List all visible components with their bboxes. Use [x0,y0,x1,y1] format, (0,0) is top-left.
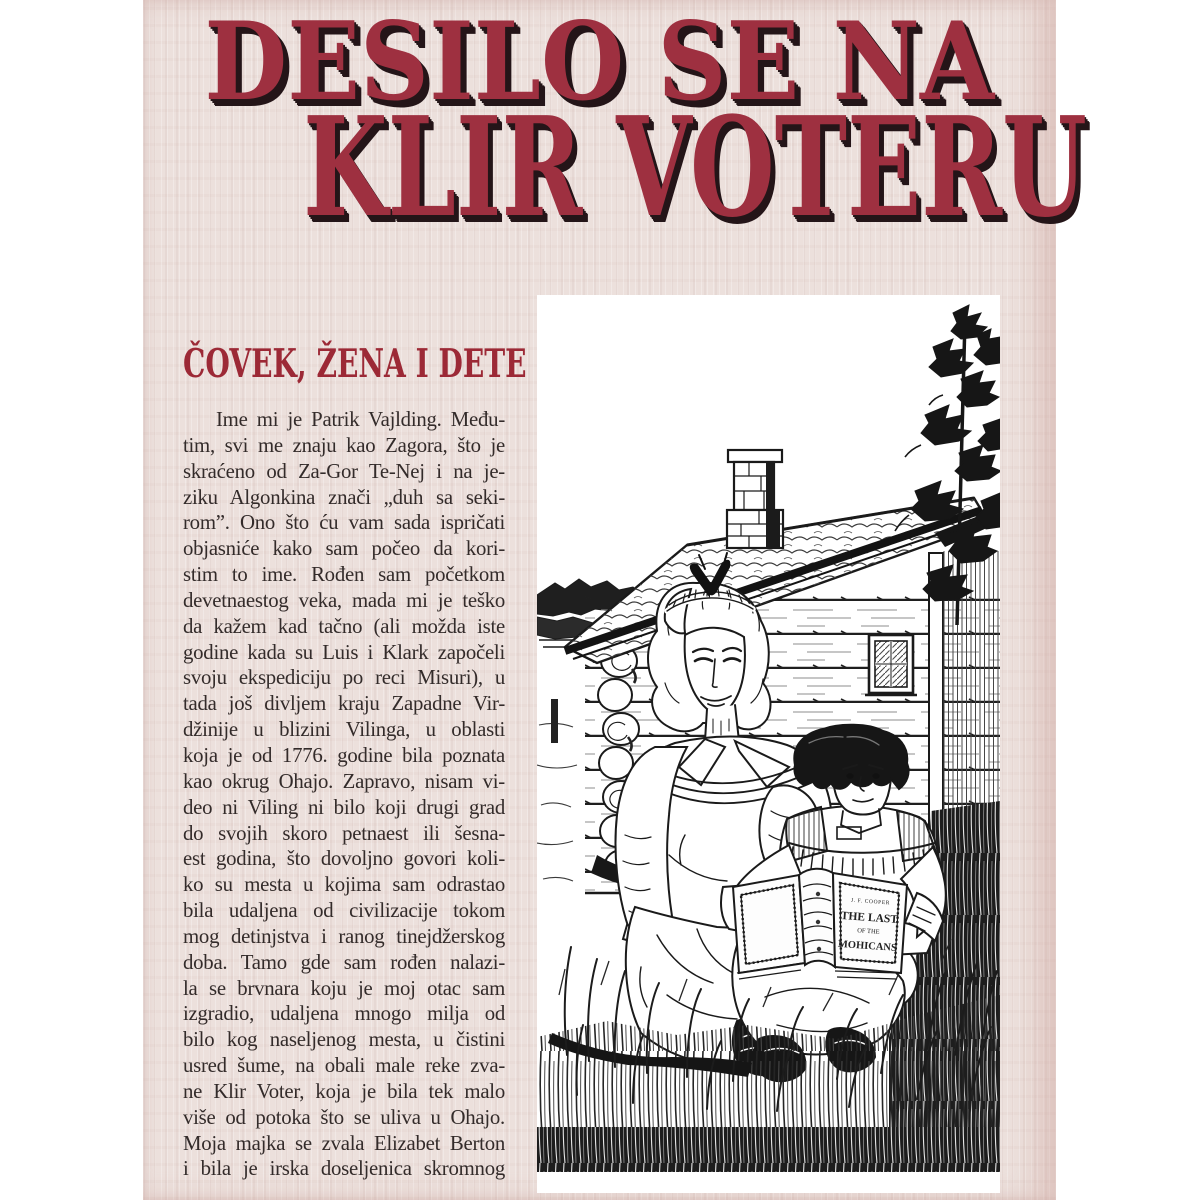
body-line: više od potoka što se uliva u Ohajo. [183,1105,505,1129]
body-line: mog detinjstva i ranog tinejdžerskog [183,924,505,948]
body-line: bilo kog naseljenog mesta, u čistini [183,1028,505,1052]
body-line: Ime mi je Patrik Vajlding. Među- [216,408,505,431]
body-line: la se brvnara koju je moj otac sam [183,976,505,1000]
body-line: Moja majka se zvala Elizabet Berton [183,1131,505,1155]
body-line: devetnaestog veka, mada mi je teško [183,588,505,612]
body-line: godine kada su Luis i Klark započeli [183,640,505,664]
page-title-line1: DESILO SE NA [204,0,995,125]
svg-text:MOHICANS: MOHICANS [837,938,898,954]
body-line: i bila je irska doseljenica skromnog [183,1157,505,1181]
svg-text:THE LAST: THE LAST [840,910,899,926]
chimney [727,450,783,548]
body-line: koja je od 1776. godine bila poznata [183,743,505,767]
body-line: ne Klir Voter, koja je bila tek malo [183,1079,505,1103]
body-line: skraćeno od Za-Gor Te-Nej i na je- [183,459,505,483]
illustration [537,295,1000,1193]
body-text-column [183,407,505,1182]
body-line: rom”. Ono što ću vam sada ispričati [183,511,505,535]
section-heading: ČOVEK, ŽENA I DETE [183,341,527,387]
body-line: usred šume, na obali male reke zva- [183,1054,505,1078]
boy-hair [794,725,908,789]
body-line: izgradio, udaljena mnogo milja od [183,1002,505,1026]
illustration-image [537,295,1000,1193]
body-line: stim to ime. Rođen sam početkom [183,563,505,587]
body-line: deo ni Viling ni bilo koji drugi grad [183,795,505,819]
svg-text:OF THE: OF THE [856,927,880,936]
svg-text:J. F. COOPER: J. F. COOPER [850,897,891,907]
body-line: tim, svi me znaju kao Zagora, što je [183,433,505,457]
body-line: ziku Algonkina znači „duh sa seki- [183,485,505,509]
body-line: est godina, što dovoljno govori koli- [183,847,505,871]
body-line: tada još divljem kraju Zapadne Vir- [183,692,505,716]
cabin-window [865,635,917,695]
body-line: objasniće kako sam počeo da kori- [183,537,505,561]
body-line: bila udaljena od civilizacije tokom [183,899,505,923]
body-line: da kažem kad tačno (ali možda iste [183,614,505,638]
body-line: kao okrug Ohajo. Zapravo, nisam vi- [183,769,505,793]
body-line: doba. Tamo gde sam rođen nalazi- [183,950,505,974]
body-line: džinije u blizini Vilinga, u oblasti [183,718,505,742]
body-line: ko su mesta u kojima sam odrastao [183,873,505,897]
body-line: do svojih skoro petnaest ili šesna- [183,821,505,845]
page-title-line2: KLIR VOTERU [303,87,1087,248]
scanned-page [143,0,1087,1200]
body-line: svoju ekspediciju po reci Misuri), u [183,666,505,690]
